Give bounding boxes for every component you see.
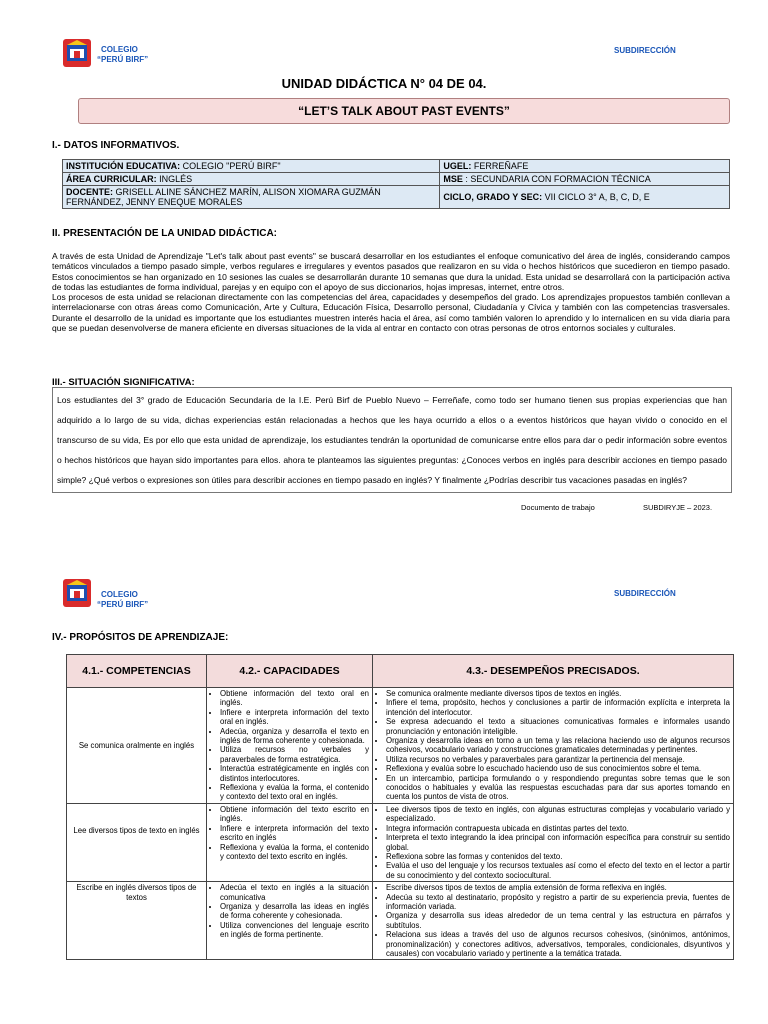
list-item: • Obtiene información del texto escrito en inglés. — [220, 805, 369, 824]
list-item: • Lee diversos tipos de texto en inglés, con algunas estructuras complejas y vocabulario variado y especializado. — [386, 805, 730, 824]
table-header-row — [67, 655, 734, 688]
list-item: • Organiza y desarrolla ideas en torno a un tema y las relaciona haciendo uso de algunos recursos cohesivos, vocabulario variado y construcciones gramaticales determinadas y pertinentes. — [386, 736, 730, 755]
list-item: • Relaciona sus ideas a través del uso de algunos recursos cohesivos, (sinónimos, antónimos, pronominalización) y conectores aditivos, adversativos, temporales, condicionales, disyuntivos y causales) con vocabulario variado y pertinente a la temática tratada. — [386, 930, 730, 958]
list-item: • Utiliza recursos no verbales y paraverbales de forma estratégica. — [220, 745, 369, 764]
table-row — [63, 173, 730, 186]
propositos-table — [66, 654, 734, 960]
info-cell: INSTITUCIÓN EDUCATIVA: COLEGIO "PERÚ BIRF" — [63, 160, 440, 173]
list-item: • Interactúa estratégicamente en inglés con distintos interlocutores. — [220, 764, 369, 783]
list-item: • Reflexiona y evalúa la forma, el contenido y contexto del texto escrito en inglés. — [220, 843, 369, 862]
table-row — [63, 160, 730, 173]
list-item: • Utiliza convenciones del lenguaje escrito en inglés de forma pertinente. — [220, 921, 369, 940]
column-header: 4.3.- DESEMPEÑOS PRECISADOS. — [373, 655, 734, 688]
subdireccion-label: SUBDIRECCIÓN — [614, 46, 676, 55]
footer-right: SUBDIRYJE – 2023. — [643, 503, 713, 512]
school-crest-icon — [62, 38, 92, 68]
table-row — [63, 186, 730, 209]
competencia-cell: Escribe en inglés diversos tipos de textos — [67, 882, 207, 960]
datos-informativos-table — [62, 159, 730, 209]
school-line1: COLEGIO — [101, 45, 138, 54]
table-row — [67, 803, 734, 881]
table-row — [67, 882, 734, 960]
presentation-paragraph-1: A través de esta Unidad de Aprendizaje "Let's talk about past events" se buscará desarrollar en los estudiantes el enfoque comunicativo del área de inglés, considerando campos temáticos vinculados a tiempo pasado simple, verbos regulares e irregulares y eventos pasados que realizaron en su vida o hechos históricos que sucedieron en tiempo pasado. Estos conocimientos se han organizado en 10 sesiones las cuales se desarrollarán durante 10 semanas que dura la unidad. Esta unidad se desarrollará con la participación activa de todas las estudiantes de forma individual, parejas y en equipo con el apoyo de sus diccionarios, hojas impresas, internet, entre otros. — [52, 251, 730, 292]
info-cell: CICLO, GRADO Y SEC: VII CICLO 3° A, B, C, D, E — [440, 186, 730, 209]
list-item: • Infiere el tema, propósito, hechos y conclusiones a partir de información explícita e interpreta la intención del interlocutor. — [386, 698, 730, 717]
list-item: • Escribe diversos tipos de textos de amplia extensión de forma reflexiva en inglés. — [386, 883, 730, 892]
list-item: • Utiliza recursos no verbales y paraverbales para garantizar la pertinencia del mensaje. — [386, 755, 730, 764]
list-item: • Reflexiona y evalúa la forma, el contenido y contexto del texto oral en inglés. — [220, 783, 369, 802]
section-2-heading: II. PRESENTACIÓN DE LA UNIDAD DIDÁCTICA: — [52, 228, 277, 239]
presentation-paragraph-2: Los procesos de esta unidad se relacionan directamente con las competencias del área, capacidades y desempeños del grado. Los aprendizajes propuestos también conllevan a interrelacionarse con otras áreas como Comunicación, Arte y Cultura, Educación Física, Desarrollo personal, Ciudadanía y Cívica y también con las competencias trasversales. Durante el desarrollo de la unidad es importante que los estudiantes muestren interés hacia el área, así como también valoren lo aprendido y lo internalicen en su vida diaria para que se puedan desenvolverse de manera eficiente en diversas situaciones de la vida al entrar en contacto con otras personas de otros entornos sociales y culturales. — [52, 292, 730, 334]
section-3-heading: III.- SITUACIÓN SIGNIFICATIVA: — [52, 377, 195, 388]
list-item: • Adecúa, organiza y desarrolla el texto en inglés de forma coherente y cohesionada. — [220, 727, 369, 746]
presentation-text — [52, 251, 730, 333]
column-header: 4.1.- COMPETENCIAS — [67, 655, 207, 688]
info-cell: DOCENTE: GRISELL ALINE SÁNCHEZ MARÍN, ALISON XIOMARA GUZMÁN FERNÁNDEZ, JENNY ENEQUE MORALES — [63, 186, 440, 209]
list-item: • Organiza y desarrolla las ideas en inglés de forma coherente y cohesionada. — [220, 902, 369, 921]
desempenos-cell — [373, 882, 734, 960]
info-cell: UGEL: FERREÑAFE — [440, 160, 730, 173]
unit-subtitle: “LET’S TALK ABOUT PAST EVENTS” — [78, 98, 730, 124]
subdireccion-label: SUBDIRECCIÓN — [614, 589, 676, 598]
competencia-cell: Lee diversos tipos de texto en inglés — [67, 803, 207, 881]
capacidades-cell — [207, 882, 373, 960]
school-line2: “PERÚ BIRF” — [97, 55, 149, 64]
school-name — [97, 590, 148, 610]
desempenos-cell — [373, 803, 734, 881]
list-item: • Se expresa adecuando el texto a situaciones comunicativas formales e informales usando pronunciación y entonación inteligible. — [386, 717, 730, 736]
footer-left: Documento de trabajo — [521, 503, 595, 512]
info-cell: ÁREA CURRICULAR: INGLÉS — [63, 173, 440, 186]
list-item: • Adecúa su texto al destinatario, propósito y registro a partir de su experiencia previa, fuentes de información variada. — [386, 893, 730, 912]
section-4-heading: IV.- PROPÓSITOS DE APRENDIZAJE: — [52, 632, 229, 643]
page-title: UNIDAD DIDÁCTICA N° 04 DE 04. — [281, 76, 487, 91]
school-name — [97, 45, 148, 65]
list-item: • Reflexiona y evalúa sobre lo escuchado haciendo uso de sus conocimientos sobre el tema. — [386, 764, 730, 773]
list-item: • Adecúa el texto en inglés a la situación comunicativa — [220, 883, 369, 902]
section-1-heading: I.- DATOS INFORMATIVOS. — [52, 140, 180, 151]
desempenos-cell — [373, 688, 734, 804]
list-item: • Reflexiona sobre las formas y contenidos del texto. — [386, 852, 730, 861]
list-item: • Infiere e interpreta información del texto oral en inglés. — [220, 708, 369, 727]
list-item: • Organiza y desarrolla sus ideas alrededor de un tema central y las estructura en párrafos y subtítulos. — [386, 911, 730, 930]
school-crest-icon — [62, 578, 92, 608]
column-header: 4.2.- CAPACIDADES — [207, 655, 373, 688]
list-item: • Evalúa el uso del lenguaje y los recursos textuales así como el efecto del texto en el lector a partir de su conocimiento y del contexto sociocultural. — [386, 861, 730, 880]
list-item: • Integra información contrapuesta ubicada en distintas partes del texto. — [386, 824, 730, 833]
list-item: • Obtiene información del texto oral en inglés. — [220, 689, 369, 708]
info-cell: MSE : SECUNDARIA CON FORMACION TÉCNICA — [440, 173, 730, 186]
school-line2: “PERÚ BIRF” — [97, 600, 149, 609]
capacidades-cell — [207, 803, 373, 881]
list-item: • Infiere e interpreta información del texto escrito en inglés — [220, 824, 369, 843]
capacidades-cell — [207, 688, 373, 804]
list-item: • Interpreta el texto integrando la idea principal con información específica para construir su sentido global. — [386, 833, 730, 852]
competencia-cell: Se comunica oralmente en inglés — [67, 688, 207, 804]
table-row — [67, 688, 734, 804]
school-line1: COLEGIO — [101, 590, 138, 599]
list-item: • En un intercambio, participa formulando o y respondiendo preguntas sobre temas que le son conocidos o habituales y evalúa las respuestas escuchadas para dar sus aportes tomando en cuenta los puntos de vista de otros. — [386, 774, 730, 802]
situacion-significativa-box: Los estudiantes del 3° grado de Educación Secundaria de la I.E. Perú Birf de Pueblo Nuevo – Ferreñafe, como todo ser humano tienen sus propias experiencias que han adquirido a lo largo de su vida, dichas experiencias están relacionadas a hechos que les haya ocurrido a ellos o a eventos históricos que hayan vivido o conocido en el transcurso de su vida, Es por ello que esta unidad de aprendizaje, los estudiantes tendrán la oportunidad de comunicarse entre ellos para dar o pedir información sobre eventos o hechos históricos que hayan sido importantes para ellos. ahora te planteamos las siguientes preguntas: ¿Conoces verbos en inglés para describir acciones en tiempo pasado simple? ¿Qué verbos o expresiones son útiles para describir acciones en tiempo pasado en inglés? Y finalmente ¿Podrías describir tus vacaciones pasadas en inglés? — [52, 387, 732, 493]
list-item: • Se comunica oralmente mediante diversos tipos de textos en inglés. — [386, 689, 730, 698]
